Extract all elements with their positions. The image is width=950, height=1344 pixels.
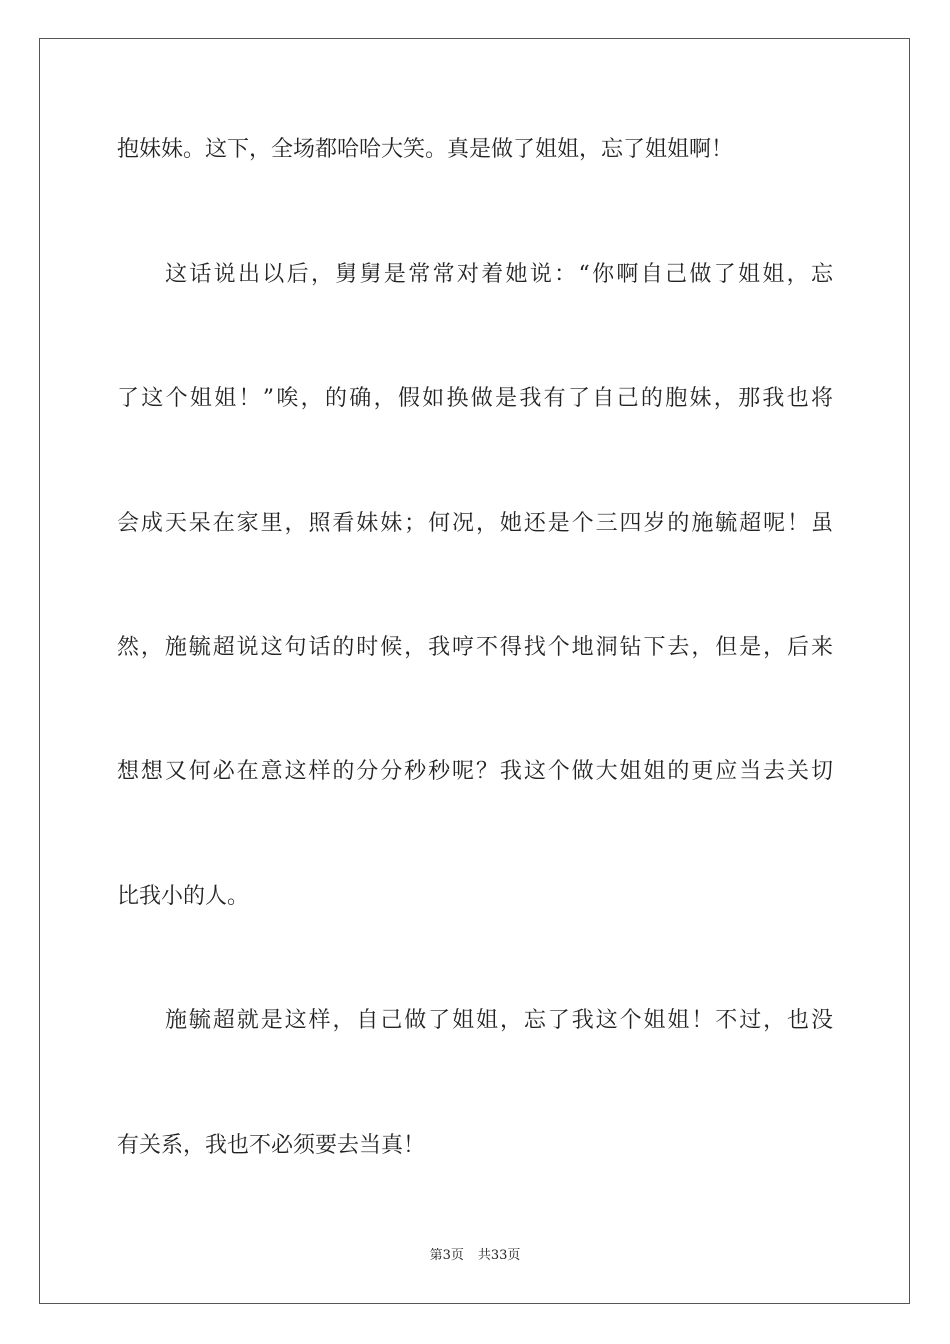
page-footer <box>0 1247 950 1265</box>
page-number: 第3页 <box>429 1248 464 1263</box>
page-border <box>39 38 910 1304</box>
body-text-line: 了这个姐姐！”唉，的确，假如换做是我有了自己的胞妹，那我也将 <box>117 386 833 411</box>
body-text-line: 想想又何必在意这样的分分秒秒呢？我这个做大姐姐的更应当去关切 <box>117 759 833 784</box>
total-pages: 共33页 <box>477 1248 521 1263</box>
body-text-line: 施毓超就是这样，自己做了姐姐，忘了我这个姐姐！不过，也没 <box>165 1008 833 1033</box>
body-text-line: 然，施毓超说这句话的时候，我哼不得找个地洞钻下去，但是，后来 <box>117 635 833 660</box>
body-text-line: 这话说出以后，舅舅是常常对着她说：“你啊自己做了姐姐，忘 <box>165 262 833 287</box>
body-text-line: 抱妹妹。这下，全场都哈哈大笑。真是做了姐姐，忘了姐姐啊！ <box>117 137 734 162</box>
body-text-line: 会成天呆在家里，照看妹妹；何况，她还是个三四岁的施毓超呢！虽 <box>117 511 833 536</box>
body-text-line: 比我小的人。 <box>117 884 250 909</box>
body-text-line: 有关系，我也不必须要去当真！ <box>117 1133 426 1158</box>
